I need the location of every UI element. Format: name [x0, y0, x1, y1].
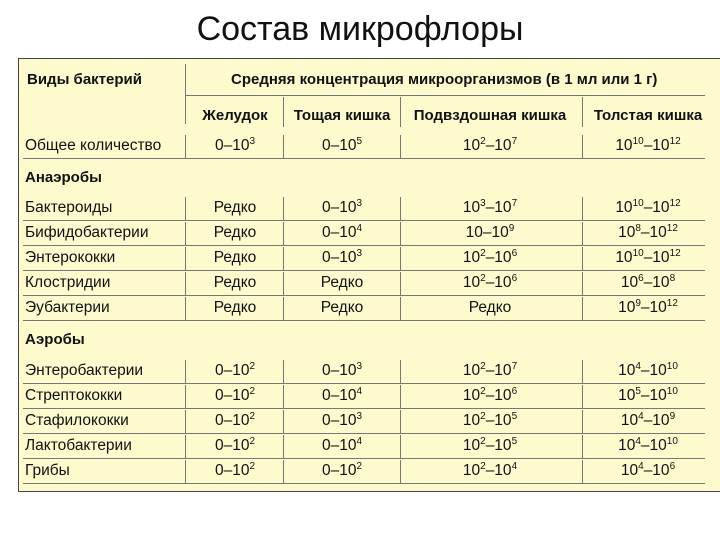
row-divider [23, 483, 705, 484]
table-cell: $10^9-10^{12}$ [618, 298, 678, 316]
col-divider [400, 197, 401, 221]
col-divider [185, 460, 186, 484]
col-divider [185, 297, 186, 321]
col-divider [283, 460, 284, 484]
col-divider [400, 360, 401, 384]
table-cell: $10^2-10^5$ [462, 436, 518, 454]
header-colon: Толстая кишка [593, 107, 703, 124]
col-divider [185, 360, 186, 384]
col-divider [582, 222, 583, 246]
header-col-divider [400, 97, 401, 127]
header-col-divider [185, 64, 186, 124]
row-divider [23, 245, 705, 246]
table-cell: Редко [468, 299, 512, 316]
table-cell: $10^4-10^6$ [620, 461, 676, 479]
row-label: Бактероиды [25, 199, 113, 216]
col-divider [400, 460, 401, 484]
col-divider [582, 360, 583, 384]
table-cell: $0-10^3$ [321, 198, 363, 216]
row-label: Общее количество [25, 137, 162, 154]
col-divider [283, 135, 284, 159]
col-divider [185, 222, 186, 246]
table-cell: $0-10^3$ [214, 136, 256, 154]
col-divider [283, 197, 284, 221]
table-cell: Редко [320, 299, 364, 316]
col-divider [185, 247, 186, 271]
row-divider [23, 295, 705, 296]
col-divider [283, 247, 284, 271]
col-divider [185, 197, 186, 221]
table-cell: $10^{10}-10^{12}$ [615, 136, 681, 154]
table-cell: $0-10^2$ [214, 411, 256, 429]
table-cell: $0-10^2$ [214, 361, 256, 379]
table-cell: $10^4-10^9$ [620, 411, 676, 429]
row-divider [23, 270, 705, 271]
col-divider [400, 135, 401, 159]
col-divider [283, 222, 284, 246]
section-label: Анаэробы [25, 169, 102, 186]
table-cell: $10^4-10^{10}$ [618, 436, 678, 454]
microflora-table [18, 58, 720, 492]
col-divider [582, 460, 583, 484]
table-cell: $0-10^3$ [321, 361, 363, 379]
col-divider [185, 272, 186, 296]
table-cell: $10^8-10^{12}$ [618, 223, 678, 241]
col-divider [283, 385, 284, 409]
table-cell: $10^3-10^7$ [462, 198, 518, 216]
table-cell: Редко [213, 249, 257, 266]
row-label: Лактобактерии [25, 437, 132, 454]
col-divider [582, 410, 583, 434]
col-divider [283, 360, 284, 384]
table-cell: $0-10^2$ [214, 461, 256, 479]
header-stomach: Желудок [202, 107, 268, 124]
col-divider [582, 197, 583, 221]
col-divider [283, 435, 284, 459]
col-divider [582, 247, 583, 271]
table-cell: $0-10^3$ [321, 248, 363, 266]
col-divider [400, 385, 401, 409]
col-divider [283, 297, 284, 321]
table-cell: $10^2-10^5$ [462, 411, 518, 429]
col-divider [185, 385, 186, 409]
col-divider [185, 410, 186, 434]
col-divider [400, 272, 401, 296]
table-cell: $0-10^2$ [214, 436, 256, 454]
row-divider [23, 220, 705, 221]
header-col-divider [582, 97, 583, 127]
col-divider [185, 435, 186, 459]
col-divider [400, 435, 401, 459]
header-jejunum: Тощая кишка [293, 107, 391, 124]
table-cell: $0-10^4$ [321, 386, 363, 404]
col-divider [400, 222, 401, 246]
table-cell: $10^2-10^6$ [462, 273, 518, 291]
row-divider [23, 158, 705, 159]
table-cell: $10^{10}-10^{12}$ [615, 248, 681, 266]
table-cell: $10^2-10^7$ [462, 136, 518, 154]
table-cell: $10^2-10^6$ [462, 248, 518, 266]
table-cell: $0-10^5$ [321, 136, 363, 154]
col-divider [283, 410, 284, 434]
header-concentration: Средняя концентрация микроорганизмов (в 1 мл или 1 г) [231, 71, 658, 88]
row-divider [23, 320, 705, 321]
row-label: Бифидобактерии [25, 224, 149, 241]
section-label: Аэробы [25, 331, 85, 348]
row-label: Стрептококки [25, 387, 123, 404]
page-title: Состав микрофлоры [196, 10, 524, 48]
table-cell: $10^2-10^6$ [462, 386, 518, 404]
col-divider [400, 297, 401, 321]
row-label: Грибы [25, 462, 70, 479]
row-label: Клостридии [25, 274, 111, 291]
row-label: Стафилококки [25, 412, 129, 429]
col-divider [400, 410, 401, 434]
row-label: Энтерококки [25, 249, 116, 266]
col-divider [185, 135, 186, 159]
col-divider [400, 247, 401, 271]
row-label: Эубактерии [25, 299, 110, 316]
table-cell: $10^5-10^{10}$ [618, 386, 678, 404]
table-cell: $0-10^4$ [321, 223, 363, 241]
table-cell: $10-10^9$ [465, 223, 515, 241]
col-divider [582, 272, 583, 296]
header-col-divider [283, 97, 284, 127]
col-divider [582, 297, 583, 321]
table-cell: $0-10^3$ [321, 411, 363, 429]
col-divider [283, 272, 284, 296]
table-cell: $0-10^2$ [214, 386, 256, 404]
header-types: Виды бактерий [27, 71, 142, 88]
table-cell: $10^2-10^4$ [462, 461, 518, 479]
row-divider [23, 458, 705, 459]
header-ileum: Подвздошная кишка [413, 107, 567, 124]
table-cell: $10^2-10^7$ [462, 361, 518, 379]
col-divider [582, 135, 583, 159]
table-cell: Редко [213, 199, 257, 216]
table-cell: $10^6-10^8$ [620, 273, 676, 291]
table-cell: Редко [320, 274, 364, 291]
row-label: Энтеробактерии [25, 362, 144, 379]
row-divider [23, 408, 705, 409]
table-cell: Редко [213, 224, 257, 241]
row-divider [23, 433, 705, 434]
table-cell: Редко [213, 299, 257, 316]
header-divider [185, 95, 705, 96]
table-cell: Редко [213, 274, 257, 291]
row-divider [23, 383, 705, 384]
col-divider [582, 435, 583, 459]
table-cell: $0-10^4$ [321, 436, 363, 454]
table-cell: $10^4-10^{10}$ [618, 361, 678, 379]
table-cell: $0-10^2$ [321, 461, 363, 479]
col-divider [582, 385, 583, 409]
table-cell: $10^{10}-10^{12}$ [615, 198, 681, 216]
